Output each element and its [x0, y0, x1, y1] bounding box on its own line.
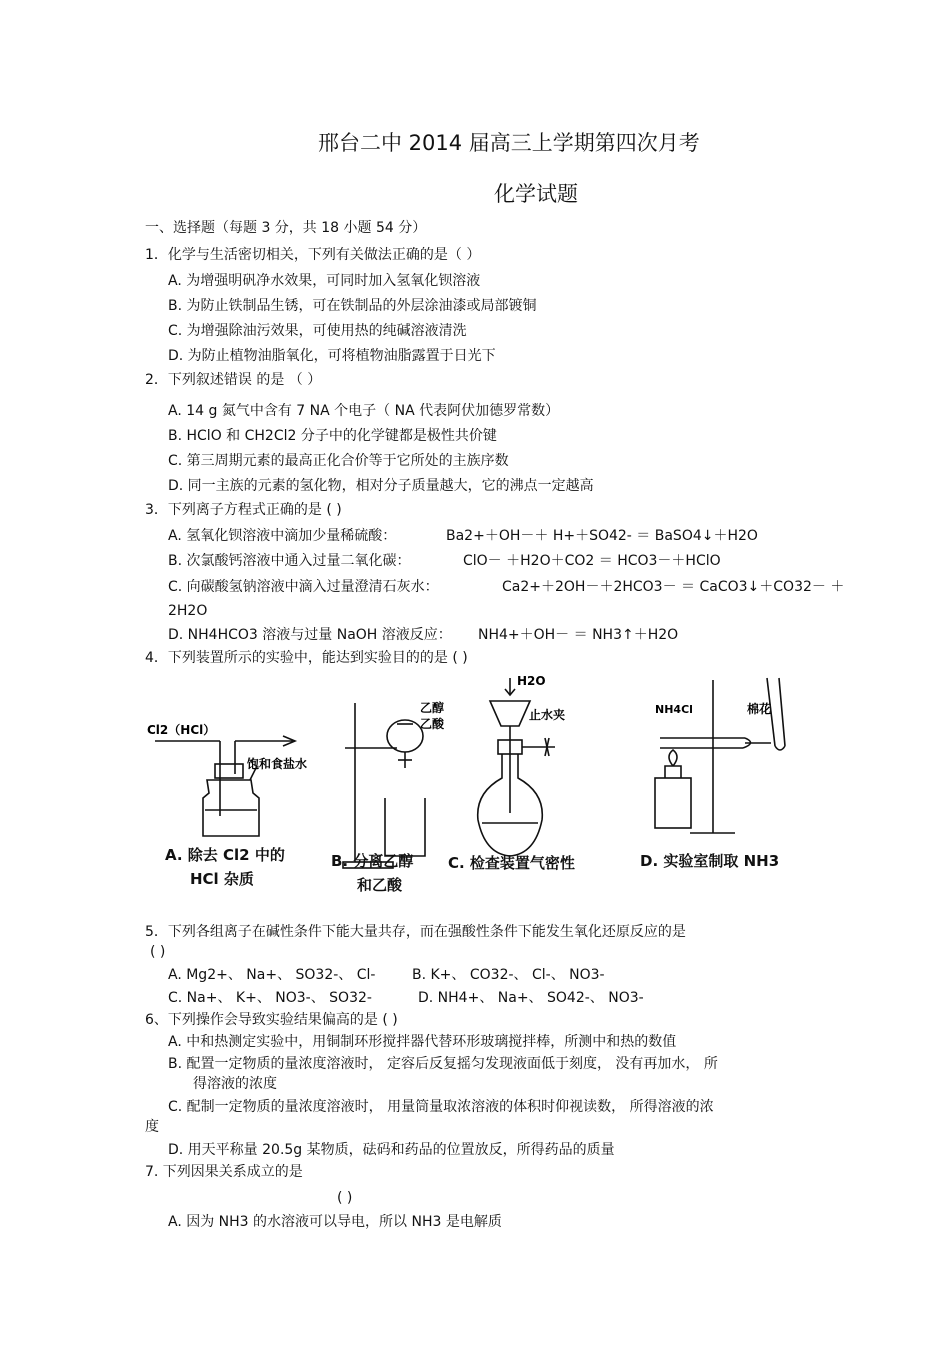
caption-b-line1: B. 分离乙醇 — [331, 852, 414, 870]
q5-stem: 5．下列各组离子在碱性条件下能大量共存，而在强酸性条件下能发生氧化还原反应的是 — [145, 924, 686, 940]
page-subtitle: 化学试题 — [494, 182, 578, 206]
q1-option-a: A. 为增强明矾净水效果，可同时加入氢氧化钡溶液 — [168, 273, 481, 289]
q2-option-d: D. 同一主族的元素的氢化物，相对分子质量越大，它的沸点一定越高 — [168, 478, 594, 494]
caption-a-line2: HCl 杂质 — [190, 870, 254, 888]
q5-option-a: A. Mg2+、 Na+、 SO32-、 Cl- — [168, 967, 376, 983]
q3-option-a-text: A. 氢氧化钡溶液中滴加少量稀硫酸： — [168, 528, 397, 544]
q3-option-c-continued: 2H2O — [168, 603, 208, 619]
caption-c: C. 检查装置气密性 — [448, 854, 575, 872]
q6-option-a: A. 中和热测定实验中，用铜制环形搅拌器代替环形玻璃搅拌棒，所测中和热的数值 — [168, 1034, 677, 1050]
label-nh4cl: NH4Cl — [655, 703, 693, 716]
caption-d: D. 实验室制取 NH3 — [640, 852, 780, 870]
q5-paren: ( ) — [150, 944, 166, 960]
q6-option-b-line1: B. 配置一定物质的量浓度溶液时， 定容后反复摇匀发现液面低于刻度， 没有再加水， 所 — [168, 1056, 718, 1072]
q1-option-d: D. 为防止植物油脂氧化，可将植物油脂露置于日光下 — [168, 348, 496, 364]
q2-option-a: A. 14 g 氮气中含有 7 NA 个电子（ NA 代表阿伏加德罗常数） — [168, 403, 560, 419]
q6-option-d: D. 用天平称量 20.5g 某物质，砝码和药品的位置放反，所得药品的质量 — [168, 1142, 615, 1158]
label-acid: 乙酸 — [420, 717, 445, 731]
q1-option-c: C. 为增强除油污效果，可使用热的纯碱溶液清洗 — [168, 323, 467, 339]
q4-apparatus-figures — [135, 668, 815, 908]
q3-option-a-equation: Ba2+＋OH－＋ H+＋SO42- ＝ BaSO4↓＋H2O — [446, 528, 758, 544]
q6-option-b-line2: 得溶液的浓度 — [193, 1076, 277, 1092]
label-gas-in: Cl2（HCl） — [147, 723, 216, 737]
q3-option-c-text: C. 向碳酸氢钠溶液中滴入过量澄清石灰水： — [168, 579, 439, 595]
q5-option-b: B. K+、 CO32-、 Cl-、 NO3- — [412, 967, 605, 983]
q3-option-d-equation: NH4+＋OH－ ＝ NH3↑＋H2O — [478, 627, 679, 643]
q1-option-b: B. 为防止铁制品生锈，可在铁制品的外层涂油漆或局部镀铜 — [168, 298, 537, 314]
q5-option-d: D. NH4+、 Na+、 SO42-、 NO3- — [418, 990, 644, 1006]
q3-option-b-text: B. 次氯酸钙溶液中通入过量二氧化碳： — [168, 553, 411, 569]
wash-bottle — [203, 780, 259, 836]
label-ethanol: 乙醇 — [420, 701, 445, 715]
label-clamp: 止水夹 — [529, 708, 566, 722]
caption-b-line2: 和乙酸 — [357, 876, 403, 894]
caption-a-line1: A. 除去 Cl2 中的 — [165, 846, 285, 864]
q5-option-c: C. Na+、 K+、 NO3-、 SO32- — [168, 990, 372, 1006]
section-heading: 一、选择题（每题 3 分，共 18 小题 54 分） — [145, 220, 427, 236]
page-title: 邢台二中 2014 届高三上学期第四次月考 — [318, 131, 700, 155]
label-water: H2O — [517, 674, 546, 688]
q3-stem: 3．下列离子方程式正确的是 ( ) — [145, 502, 342, 518]
q7-paren: ( ) — [337, 1190, 353, 1206]
q4-stem: 4．下列装置所示的实验中，能达到实验目的的是 ( ) — [145, 650, 468, 666]
q2-option-b: B. HClO 和 CH2Cl2 分子中的化学键都是极性共价键 — [168, 428, 497, 444]
q2-option-c: C. 第三周期元素的最高正化合价等于它所处的主族序数 — [168, 453, 509, 469]
q2-stem: 2．下列叙述错误 的是 （ ） — [145, 372, 322, 388]
q3-option-c-equation: Ca2+＋2OH－＋2HCO3－ ＝ CaCO3↓＋CO32－ ＋ — [502, 579, 845, 595]
label-cotton: 棉花 — [747, 702, 772, 716]
q3-option-d-text: D. NH4HCO3 溶液与过量 NaOH 溶液反应： — [168, 627, 452, 643]
q6-option-c-line1: C. 配制一定物质的量浓度溶液时， 用量筒量取浓溶液的体积时仰视读数， 所得溶液的浓 — [168, 1099, 714, 1115]
q1-stem: 1．化学与生活密切相关，下列有关做法正确的是（ ） — [145, 247, 481, 263]
q6-stem: 6、下列操作会导致实验结果偏高的是 ( ) — [145, 1012, 398, 1028]
label-brine: 饱和食盐水 — [247, 757, 308, 771]
q6-option-c-line2: 度 — [145, 1119, 159, 1135]
beaker — [385, 798, 425, 856]
q3-option-b-equation: ClO－ ＋H2O＋CO2 ＝ HCO3－＋HClO — [463, 553, 721, 569]
q7-option-a: A. 因为 NH3 的水溶液可以导电，所以 NH3 是电解质 — [168, 1214, 502, 1230]
funnel — [490, 701, 530, 726]
q7-stem: 7. 下列因果关系成立的是 — [145, 1164, 303, 1180]
alcohol-lamp — [655, 778, 691, 828]
